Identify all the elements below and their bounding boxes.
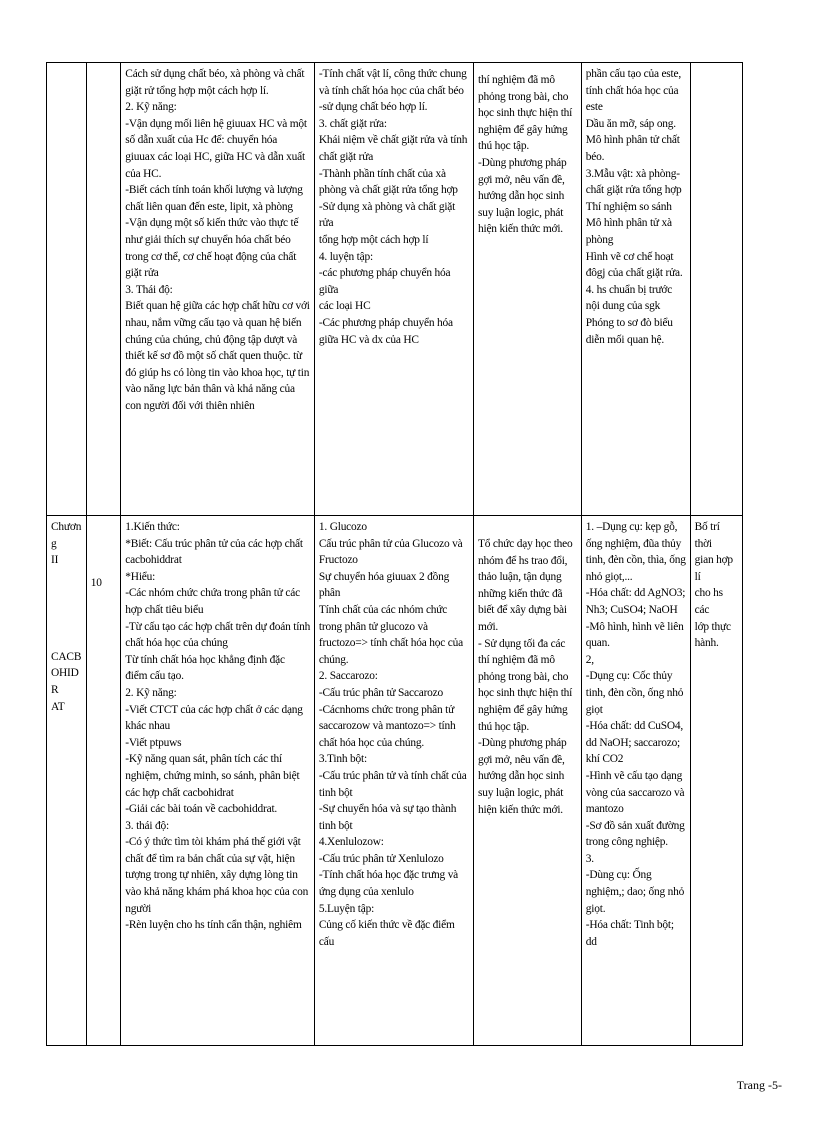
text-line: -Hóa chất: Tinh bột; dd	[585, 919, 674, 948]
text-line: -Các phương pháp chuyển hóa	[318, 316, 453, 329]
text-line: suy luận logic, phát	[477, 786, 564, 799]
text-line: -Rèn luyện cho hs tính cẩn thận, nghiêm	[125, 919, 302, 932]
text-line: Nh3; CuSO4; NaOH	[585, 603, 678, 616]
text-line: phòng	[585, 233, 614, 246]
text-line: vòng của saccarozo và	[585, 786, 685, 799]
text-line: con người đối với thiên nhiên	[125, 399, 255, 412]
text-line: phần cấu tạo của este,	[585, 68, 681, 80]
text-line: giọt	[585, 703, 603, 716]
text-line: -Cácnhoms chức trong phân tử	[318, 703, 455, 716]
text-line: chất hóa học của chúng.	[318, 736, 425, 749]
text-line: các hợp chất cacbohidrat	[125, 786, 234, 799]
text-line: -Sử dụng xà phòng và chất giặt rửa	[318, 200, 456, 230]
text-line: quan.	[585, 637, 610, 650]
text-line: cho hs các	[694, 587, 723, 616]
text-line: -Hóa chất: dd CuSO4,	[585, 720, 684, 733]
text-line: 3. thái độ:	[125, 819, 169, 832]
text-line: mới.	[477, 620, 499, 633]
text-line: chúng của chúng, chủ động tập dượt và	[125, 333, 298, 346]
text-line: thảo luận, tận dụng	[477, 571, 562, 584]
text-line: vào năng lực bản thân và khả năng của	[125, 383, 295, 396]
text-line: vào khả năng khám phá khoa học của con	[125, 886, 309, 899]
periods-value: 10	[90, 577, 102, 589]
text-line: Từ tính chất hóa học khẳng định đặc	[125, 653, 285, 666]
text-line: thiết kế sơ đồ một số chất quen thuộc. từ	[125, 350, 303, 363]
text-line: mantozo	[585, 803, 624, 816]
chapter-cell	[47, 516, 87, 1046]
text-line: trong phân tử glucozo và	[318, 620, 428, 633]
materials-cell	[581, 516, 690, 1046]
text-line: -Viết ptpuws	[125, 736, 182, 749]
text-line: 3.	[585, 852, 594, 865]
text-line: Biết quan hệ giữa các hợp chất hữu cơ với	[125, 300, 310, 313]
text-line: nhóm để hs trao đổi,	[477, 554, 568, 567]
text-line: -Cấu trúc phân tử Xenlulozo	[318, 852, 444, 865]
text-line: -Tính chất hóa học đặc trưng và	[318, 869, 459, 882]
text-line: 2. Kỹ năng:	[125, 101, 177, 114]
periods-cell	[86, 516, 121, 1046]
text-line: thí nghiệm đã mô	[477, 654, 555, 667]
text-line: phỏng trong bài, cho	[477, 670, 569, 683]
periods-cell	[86, 63, 121, 516]
text-line: Bố trí thời	[694, 521, 720, 550]
text-line: những kiến thức đã	[477, 587, 563, 600]
text-line: -Thành phần tính chất của xà	[318, 167, 446, 180]
text-line: chất hóa học của chúng	[125, 637, 228, 650]
page-number: Trang -5-	[736, 1078, 782, 1092]
text-line: tinh bột	[318, 819, 353, 832]
text-line: suy luận logic, phát	[477, 206, 564, 219]
lesson-plan-table	[46, 62, 743, 1046]
text-line: -Dùng phương pháp	[477, 156, 567, 169]
text-line: nghiệm để gây hứng	[477, 703, 568, 716]
text-line: nội dung của sgk	[585, 300, 661, 313]
text-line: 4. hs chuẩn bị trước	[585, 283, 673, 296]
text-line: -các phương pháp chuyển hóa giữa	[318, 267, 451, 296]
text-line: phòng và chất giặt rửa tổng hợp	[318, 184, 458, 197]
text-line: các loại HC	[318, 300, 371, 313]
text-line: của HC.	[125, 167, 162, 180]
text-line: nhỏ giọt,...	[585, 570, 633, 583]
text-line: Hình vẽ cơ chế hoạt	[585, 250, 674, 263]
text-line: Tính chất của các nhóm chức	[318, 603, 448, 616]
text-line: hướng dẫn học sinh	[477, 770, 565, 783]
text-line: 4.Xenlulozow:	[318, 836, 384, 849]
text-line: -Hóa chất: dd AgNO3;	[585, 587, 686, 600]
text-line: 2. Saccarozo:	[318, 670, 378, 683]
text-line: Dầu ăn mỡ, sáp ong.	[585, 117, 676, 130]
text-line: hợp chất tiêu biểu	[125, 603, 204, 616]
text-line: -Sơ đồ sản xuất đường	[585, 819, 685, 832]
text-line: chất để tìm ra bản chất của sự vật, hiện	[125, 852, 295, 865]
text-line: -Vận dụng một số kiến thức vào thực tế	[125, 217, 299, 230]
text-line: -Giải các bài toán về cacbohiddrat.	[125, 803, 278, 816]
text-line: Thí nghiệm so sánh	[585, 200, 672, 213]
text-line: giặt rửa	[125, 267, 159, 280]
text-line: tính chất hóa học của	[585, 84, 679, 97]
text-line: -Hình vẽ cấu tạo dạng	[585, 769, 683, 782]
text-line: cacbohiddrat	[125, 554, 182, 567]
text-line: nghiệm, chứng minh, so sánh, phân biệt	[125, 769, 300, 782]
text-line: -Biết cách tính toán khối lượng và lượng	[125, 184, 303, 197]
text-line: tinh, đèn cồn, ống nhỏ	[585, 686, 684, 699]
text-line: giuuax các loại HC, giữa HC và dẫn xuất	[125, 150, 305, 163]
text-line: dd NaOH; saccarozo;	[585, 736, 681, 749]
text-line: gợi mở, nêu vấn đề,	[477, 173, 565, 186]
text-line: Cấu trúc phân tử của Glucozo và	[318, 537, 463, 550]
text-line: và tính chất hóa học của chất béo	[318, 84, 464, 97]
text-line: 2. Kỹ năng:	[125, 686, 177, 699]
text-line: saccarozow và mantozo=> tính	[318, 720, 456, 733]
text-line: chúng.	[318, 653, 349, 666]
text-line: 3.Mẫu vật: xà phòng-	[585, 167, 680, 180]
text-line: nghiệm để gây hứng	[477, 123, 568, 136]
text-line: tinh, đèn cồn, thìa, ống	[585, 554, 686, 567]
text-line: gian hợp lí	[694, 554, 733, 583]
text-line: số dẫn xuất của Hc để: chuyển hóa	[125, 134, 278, 147]
text-line: lớp thực	[694, 620, 731, 633]
text-line: khác nhau	[125, 720, 170, 733]
text-line: gợi mở, nêu vấn đề,	[477, 753, 565, 766]
text-line: Phóng to sơ đò biểu	[585, 316, 673, 329]
materials-cell	[581, 63, 690, 516]
text-line: đó giúp hs có lòng tin vào khoa học, tự tin	[125, 366, 310, 379]
text-line: điểm cấu tạo.	[125, 670, 184, 683]
text-line: tinh bột	[318, 786, 353, 799]
text-line: trong công nghiệp.	[585, 836, 668, 849]
text-line: Tổ chức dạy học theo	[477, 538, 573, 550]
text-line: Fructozo	[318, 554, 358, 567]
text-line: giữa HC và dx của HC	[318, 333, 419, 346]
chapter-cell	[47, 63, 87, 516]
methods-cell	[473, 63, 581, 516]
text-line: Mô hình phân tử chất	[585, 134, 680, 147]
text-line: fructozo=> tính chất hóa học của	[318, 637, 463, 650]
text-line: -sử dụng chất béo hợp lí.	[318, 101, 428, 114]
text-line: thú học tập.	[477, 720, 530, 733]
objectives-cell	[121, 516, 315, 1046]
text-line: Sự chuyển hóa giuuax 2 đồng	[318, 570, 450, 583]
text-line: -Kỹ năng quan sát, phân tích các thí	[125, 753, 282, 766]
text-line: diễn mối quan hệ.	[585, 333, 664, 346]
text-line: ứng dụng của xenlulo	[318, 886, 414, 899]
text-line: thú học tập.	[477, 140, 530, 153]
text-line: - Sử dụng tối đa các	[477, 637, 566, 650]
notes-cell	[690, 63, 742, 516]
text-line: -Mô hình, hình vẽ liên	[585, 620, 684, 633]
text-line: Chương	[51, 521, 82, 550]
text-line: 1. –Dụng cụ: kẹp gỗ,	[585, 521, 678, 533]
text-line: học sinh thực hiện thí	[477, 107, 573, 120]
text-line: -Cấu trúc phân tử Saccarozo	[318, 686, 444, 699]
text-line: giọt.	[585, 902, 606, 915]
text-line: -Có ý thức tìm tòi khám phá thế giới vật	[125, 836, 301, 849]
notes-cell	[690, 516, 742, 1046]
text-line: ống nghiệm, đũa thủy	[585, 537, 682, 550]
text-line: 1.Kiến thức:	[125, 521, 180, 533]
text-line: II	[51, 554, 59, 567]
text-line: thí nghiệm đã mô	[477, 74, 555, 86]
text-line: *Biết: Cấu trúc phân tử của các hợp chất	[125, 537, 303, 550]
text-line: tổng hợp một cách hợp lí	[318, 233, 429, 246]
text-line: nhau, nắm vững cấu tạo và quan hệ biến	[125, 316, 302, 329]
text-line: trong cơ thể, cơ chế hoạt động của chất	[125, 250, 297, 263]
text-line: 4. luyện tập:	[318, 250, 373, 263]
text-line: OHIDR	[51, 667, 79, 696]
objectives-cell	[121, 63, 315, 516]
text-line: -Dùng phương pháp	[477, 737, 567, 750]
text-line: 5.Luyện tập:	[318, 902, 375, 915]
text-line: Cách sử dụng chất béo, xà phòng và chất	[125, 68, 305, 80]
text-line: CACB	[51, 650, 82, 663]
text-line: 3. chất giặt rửa:	[318, 117, 387, 130]
table-row	[47, 516, 743, 1046]
text-line: 1. Glucozo	[318, 521, 367, 533]
content-cell	[314, 516, 473, 1046]
methods-cell	[473, 516, 581, 1046]
text-line: chất giặt rửa tổng hợp	[585, 184, 682, 197]
text-line: 3.Tinh bột:	[318, 753, 367, 766]
text-line: khí CO2	[585, 753, 624, 766]
text-line: chất liên quan đến este, lipit, xà phòng	[125, 200, 293, 213]
text-line: hiện kiến thức mới.	[477, 223, 563, 236]
text-line: -Vận dụng mối liên hệ giuuax HC và một	[125, 117, 307, 130]
text-line: 2,	[585, 653, 594, 666]
text-line: hướng dẫn học sinh	[477, 190, 565, 203]
text-line: chất giặt rửa	[318, 150, 374, 163]
text-line: -Cấu trúc phân tử và tính chất của	[318, 769, 467, 782]
text-line: phân	[318, 587, 341, 600]
text-line: este	[585, 101, 603, 114]
text-line: -Dụng cụ: Cốc thủy	[585, 670, 673, 683]
text-line: -Từ cấu tạo các hợp chất trên dự đoán tính	[125, 620, 311, 633]
text-line: Mô hình phân tử xà	[585, 217, 672, 230]
table-row	[47, 63, 743, 516]
text-line: tượng trong tự nhiên, xây dựng lòng tin	[125, 869, 298, 882]
text-line: -Sự chuyển hóa và sự tạo thành	[318, 803, 457, 816]
text-line: *Hiểu:	[125, 570, 156, 583]
text-line: -Viết CTCT của các hợp chất ở các dạng	[125, 703, 303, 716]
text-line: học sinh thực hiện thí	[477, 687, 573, 700]
text-line: -Dùng cụ: Ống	[585, 869, 652, 882]
text-line: Khái niệm về chất giặt rửa và tính	[318, 134, 468, 147]
text-line: phỏng trong bài, cho	[477, 90, 569, 103]
text-line: giặt rử tổng hợp một cách hợp lí.	[125, 84, 269, 97]
text-line: đôgj của chất giặt rửa.	[585, 267, 683, 280]
text-line: hành.	[694, 637, 719, 650]
content-cell	[314, 63, 473, 516]
text-line: 3. Thái độ:	[125, 283, 173, 296]
text-line: biết để xây dựng bài	[477, 604, 567, 617]
text-line: Củng cố kiến thức về đặc điểm cấu	[318, 919, 455, 948]
text-line: như giải thích sự chuyển hóa chất béo	[125, 233, 291, 246]
text-line: -Tính chất vật lí, công thức chung	[318, 68, 467, 80]
text-line: người	[125, 902, 152, 915]
text-line: -Các nhóm chức chứa trong phân tử các	[125, 587, 300, 600]
text-line: hiện kiến thức mới.	[477, 803, 563, 816]
text-line: béo.	[585, 150, 605, 163]
text-line: AT	[51, 700, 65, 713]
text-line: nghiệm,; dao; ống nhỏ	[585, 886, 685, 899]
